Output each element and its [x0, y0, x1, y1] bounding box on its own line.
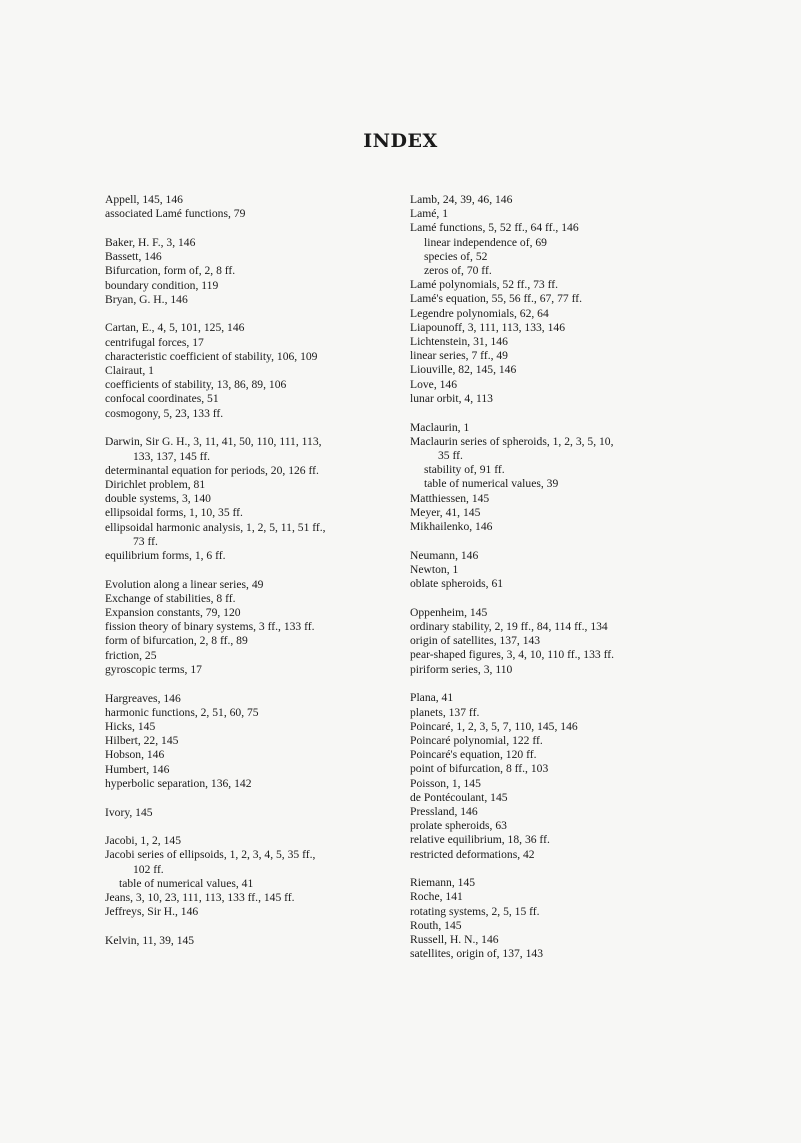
index-entry: Ivory, 145 — [105, 805, 153, 819]
index-entry: Kelvin, 11, 39, 145 — [105, 933, 195, 947]
index-group — [105, 321, 397, 420]
index-entry: Hilbert, 22, 145 — [105, 734, 179, 748]
index-group — [410, 549, 702, 592]
index-entry: planets, 137 ff. — [410, 705, 480, 719]
index-entry: form of bifurcation, 2, 8 ff., 89 — [105, 634, 248, 648]
index-group — [105, 834, 397, 919]
index-group — [410, 876, 702, 961]
index-entry: Expansion constants, 79, 120 — [105, 606, 241, 620]
index-entry: Lamé functions, 5, 52 ff., 64 ff., 146 — [410, 221, 579, 235]
index-entry: Darwin, Sir G. H., 3, 11, 41, 50, 110, 111, 113, — [105, 435, 322, 449]
index-entry: relative equilibrium, 18, 36 ff. — [410, 833, 550, 847]
index-subentry: table of numerical values, 39 — [424, 477, 559, 491]
index-entry: Bifurcation, form of, 2, 8 ff. — [105, 264, 236, 278]
index-entry: associated Lamé functions, 79 — [105, 207, 246, 221]
index-entry: Maclaurin, 1 — [410, 420, 470, 434]
index-entry: Bassett, 146 — [105, 250, 162, 264]
index-group — [410, 193, 702, 406]
index-entry: satellites, origin of, 137, 143 — [410, 947, 543, 961]
index-subentry: linear independence of, 69 — [424, 235, 547, 249]
index-entry: Poincaré polynomial, 122 ff. — [410, 733, 543, 747]
index-entry: Matthiessen, 145 — [410, 491, 490, 505]
index-entry: Legendre polynomials, 62, 64 — [410, 306, 549, 320]
index-entry: Poisson, 1, 145 — [410, 776, 481, 790]
index-entry: Hicks, 145 — [105, 720, 156, 733]
index-entry: piriform series, 3, 110 — [410, 662, 513, 676]
index-entry: Lichtenstein, 31, 146 — [410, 335, 508, 349]
index-entry: Bryan, G. H., 146 — [105, 292, 188, 306]
index-group — [105, 692, 397, 791]
index-entry: coefficients of stability, 13, 86, 89, 106 — [105, 378, 287, 392]
index-column-right — [410, 193, 702, 976]
index-subentry: zeros of, 70 ff. — [424, 264, 492, 278]
index-group — [105, 193, 397, 221]
index-entry: Neumann, 146 — [410, 548, 479, 562]
index-entry: linear series, 7 ff., 49 — [410, 349, 508, 363]
index-entry: restricted deformations, 42 — [410, 847, 535, 861]
index-entry: Cartan, E., 4, 5, 101, 125, 146 — [105, 321, 245, 335]
index-entry: Routh, 145 — [410, 918, 462, 932]
index-entry: confocal coordinates, 51 — [105, 392, 219, 406]
index-entry: Oppenheim, 145 — [410, 605, 488, 619]
index-entry: Hargreaves, 146 — [105, 691, 181, 705]
index-subentry: species of, 52 — [424, 249, 488, 263]
index-entry: Liapounoff, 3, 111, 113, 133, 146 — [410, 320, 565, 334]
index-entry: Poincaré, 1, 2, 3, 5, 7, 110, 145, 146 — [410, 719, 578, 733]
index-subentry: table of numerical values, 41 — [119, 876, 254, 890]
index-entry: Plana, 41 — [410, 691, 454, 705]
index-entry: Maclaurin series of spheroids, 1, 2, 3, 5, 10, — [410, 434, 614, 448]
index-entry: Liouville, 82, 145, 146 — [410, 363, 517, 377]
index-entry: Lamb, 24, 39, 46, 146 — [410, 193, 513, 206]
index-entry: ordinary stability, 2, 19 ff., 84, 114 ff., 134 — [410, 619, 608, 633]
index-entry: Jacobi series of ellipsoids, 1, 2, 3, 4, 5, 35 ff., — [105, 848, 316, 862]
index-entry: double systems, 3, 140 — [105, 492, 211, 506]
index-entry: Russell, H. N., 146 — [410, 933, 499, 947]
index-entry-continuation: 102 ff. — [133, 862, 164, 876]
index-subentry: stability of, 91 ff. — [424, 463, 505, 477]
index-entry: Clairaut, 1 — [105, 364, 154, 378]
index-group — [105, 435, 397, 563]
index-entry: Humbert, 146 — [105, 762, 170, 776]
index-entry: point of bifurcation, 8 ff., 103 — [410, 762, 549, 776]
index-group — [105, 236, 397, 307]
page-title: INDEX — [363, 130, 438, 152]
index-entry: Appell, 145, 146 — [105, 193, 183, 206]
index-entry: lunar orbit, 4, 113 — [410, 391, 493, 405]
index-group — [410, 691, 702, 861]
index-entry-continuation: 133, 137, 145 ff. — [133, 449, 211, 463]
index-entry: Love, 146 — [410, 377, 458, 391]
index-entry: boundary condition, 119 — [105, 278, 219, 292]
index-entry: characteristic coefficient of stability, 106, 109 — [105, 349, 318, 363]
index-entry: Dirichlet problem, 81 — [105, 477, 206, 491]
index-entry: Lamé, 1 — [410, 207, 448, 221]
index-entry: harmonic functions, 2, 51, 60, 75 — [105, 705, 259, 719]
index-entry: Roche, 141 — [410, 890, 463, 904]
index-entry-continuation: 73 ff. — [133, 534, 158, 548]
index-entry: ellipsoidal harmonic analysis, 1, 2, 5, 11, 51 ff., — [105, 520, 326, 534]
index-entry: Jeffreys, Sir H., 146 — [105, 905, 199, 919]
index-entry: origin of satellites, 137, 143 — [410, 634, 541, 648]
index-entry: pear-shaped figures, 3, 4, 10, 110 ff., 133 ff. — [410, 648, 615, 662]
index-entry: Jeans, 3, 10, 23, 111, 113, 133 ff., 145 ff. — [105, 891, 295, 905]
index-entry: Pressland, 146 — [410, 804, 478, 818]
index-entry: ellipsoidal forms, 1, 10, 35 ff. — [105, 506, 243, 520]
index-entry: Poincaré's equation, 120 ff. — [410, 748, 537, 762]
index-entry: Mikhailenko, 146 — [410, 519, 493, 533]
index-entry-continuation: 35 ff. — [438, 448, 463, 462]
index-group — [105, 578, 397, 677]
index-entry: rotating systems, 2, 5, 15 ff. — [410, 904, 540, 918]
index-group — [105, 934, 397, 948]
index-entry: Exchange of stabilities, 8 ff. — [105, 591, 236, 605]
index-column-left — [105, 193, 397, 963]
index-entry: hyperbolic separation, 136, 142 — [105, 776, 252, 790]
index-entry: Evolution along a linear series, 49 — [105, 577, 264, 591]
index-entry: Baker, H. F., 3, 146 — [105, 235, 196, 249]
index-entry: Jacobi, 1, 2, 145 — [105, 834, 181, 848]
index-entry: oblate spheroids, 61 — [410, 577, 504, 591]
index-entry: Newton, 1 — [410, 562, 459, 576]
index-entry: Meyer, 41, 145 — [410, 505, 481, 519]
index-entry: centrifugal forces, 17 — [105, 335, 204, 349]
index-group — [410, 606, 702, 677]
index-entry: Lamé's equation, 55, 56 ff., 67, 77 ff. — [410, 292, 582, 306]
index-entry: determinantal equation for periods, 20, 126 ff. — [105, 463, 319, 477]
index-entry: prolate spheroids, 63 — [410, 819, 507, 833]
index-entry: friction, 25 — [105, 648, 157, 662]
index-entry: cosmogony, 5, 23, 133 ff. — [105, 406, 224, 420]
index-entry: de Pontécoulant, 145 — [410, 790, 508, 804]
index-entry: Riemann, 145 — [410, 876, 476, 890]
index-group — [410, 421, 702, 535]
index-entry: fission theory of binary systems, 3 ff., 133 ff. — [105, 620, 315, 634]
index-entry: Hobson, 146 — [105, 748, 165, 762]
index-entry: equilibrium forms, 1, 6 ff. — [105, 548, 226, 562]
index-entry: Lamé polynomials, 52 ff., 73 ff. — [410, 278, 559, 292]
index-entry: gyroscopic terms, 17 — [105, 662, 202, 676]
index-group — [105, 806, 397, 820]
